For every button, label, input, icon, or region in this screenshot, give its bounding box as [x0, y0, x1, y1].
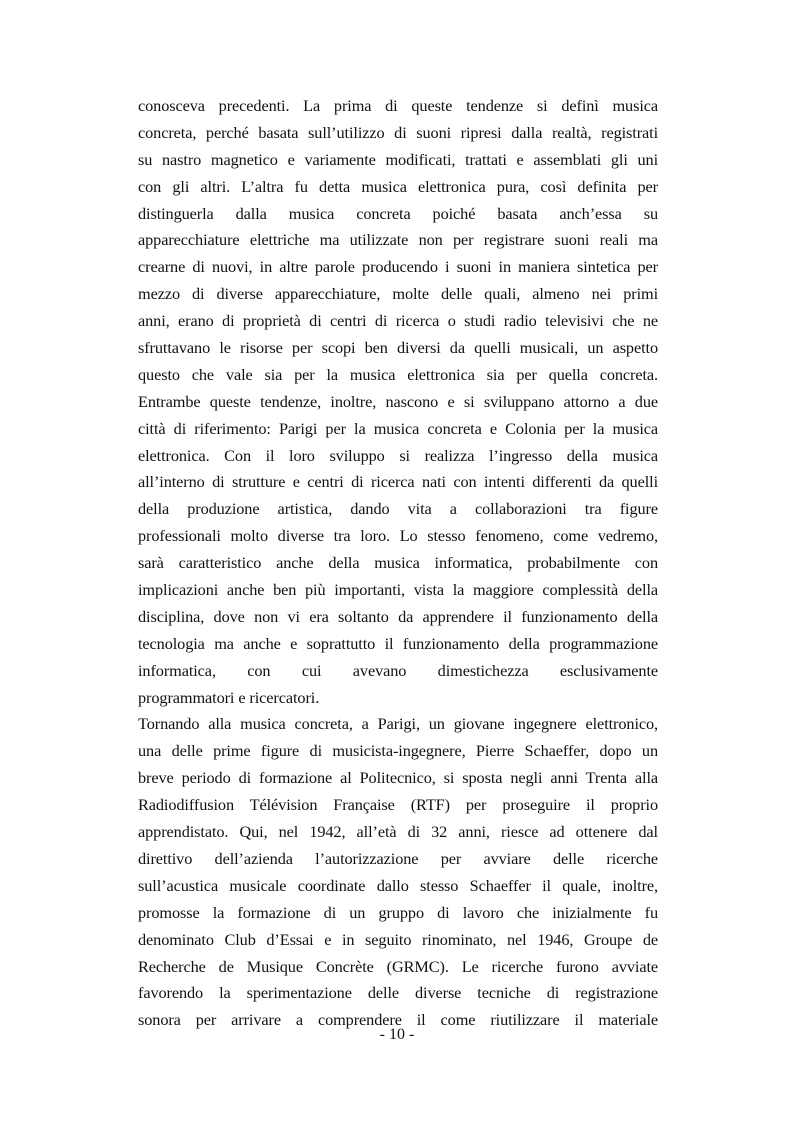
- text-line-27: Radiodiffusion Télévision Française (RTF) per proseguire il proprio: [138, 795, 658, 815]
- page-number: - 10 -: [379, 1026, 415, 1043]
- text-line-34: favorendo la sperimentazione delle diverse tecniche di registrazione: [138, 983, 658, 1003]
- text-line-1: conosceva precedenti. La prima di queste tendenze si definì musica: [138, 96, 658, 115]
- text-line-3: su nastro magnetico e variamente modificati, trattati e assemblati gli uni: [138, 149, 658, 169]
- text-line-7: crearne di nuovi, in altre parole producendo i suoni in maniera sintetica per: [138, 257, 658, 277]
- text-line-4: con gli altri. L’altra fu detta musica elettronica pura, così definita per: [138, 176, 658, 196]
- text-line-2: concreta, perché basata sull’utilizzo di suoni ripresi dalla realtà, registrati: [138, 122, 658, 142]
- text-line-5: distinguerla dalla musica concreta poiché basata anch’essa su: [138, 203, 658, 223]
- text-line-28: apprendistato. Qui, nel 1942, all’età di 32 anni, riesce ad ottenere dal: [138, 822, 658, 842]
- text-line-23: programmatori e ricercatori.: [138, 687, 320, 707]
- text-line-29: direttivo dell’azienda l’autorizzazione per avviare delle ricerche: [138, 848, 658, 868]
- text-line-9: anni, erano di proprietà di centri di ricerca o studi radio televisivi che ne: [138, 311, 658, 331]
- text-line-15: all’interno di strutture e centri di ricerca nati con intenti differenti da quelli: [138, 472, 658, 492]
- text-line-30: sull’acustica musicale coordinate dallo stesso Schaeffer il quale, inoltre,: [138, 875, 658, 895]
- text-line-35: sonora per arrivare a comprendere il come riutilizzare il materiale: [138, 1010, 658, 1030]
- text-line-19: implicazioni anche ben più importanti, vista la maggiore complessità della: [138, 580, 658, 600]
- text-line-21: tecnologia ma anche e soprattutto il funzionamento della programmazione: [138, 633, 658, 653]
- body-text: [138, 93, 658, 1034]
- text-line-13: città di riferimento: Parigi per la musica concreta e Colonia per la musica: [138, 418, 658, 438]
- text-line-16: della produzione artistica, dando vita a collaborazioni tra figure: [138, 499, 658, 519]
- text-line-18: sarà caratteristico anche della musica informatica, probabilmente con: [138, 553, 658, 573]
- text-line-11: questo che vale sia per la musica elettronica sia per quella concreta.: [138, 364, 658, 384]
- text-line-6: apparecchiature elettriche ma utilizzate non per registrare suoni reali ma: [138, 230, 658, 250]
- text-line-31: promosse la formazione di un gruppo di lavoro che inizialmente fu: [138, 902, 658, 922]
- text-line-14: elettronica. Con il loro sviluppo si realizza l’ingresso della musica: [138, 445, 658, 465]
- text-line-26: breve periodo di formazione al Politecnico, si sposta negli anni Trenta alla: [138, 768, 658, 788]
- text-line-20: disciplina, dove non vi era soltanto da apprendere il funzionamento della: [138, 606, 658, 626]
- text-line-10: sfruttavano le risorse per scopi ben diversi da quelli musicali, un aspetto: [138, 338, 658, 358]
- text-line-33: Recherche de Musique Concrète (GRMC). Le ricerche furono avviate: [138, 956, 658, 976]
- text-line-8: mezzo di diverse apparecchiature, molte delle quali, almeno nei primi: [138, 284, 658, 304]
- text-line-17: professionali molto diverse tra loro. Lo stesso fenomeno, come vedremo,: [138, 526, 658, 546]
- text-line-22: informatica, con cui avevano dimestichezza esclusivamente: [138, 660, 658, 680]
- text-line-25: una delle prime figure di musicista-ingegnere, Pierre Schaeffer, dopo un: [138, 741, 658, 761]
- text-line-32: denominato Club d’Essai e in seguito rinominato, nel 1946, Groupe de: [138, 929, 658, 949]
- text-line-12: Entrambe queste tendenze, inoltre, nascono e si sviluppano attorno a due: [138, 391, 658, 411]
- text-line-24: Tornando alla musica concreta, a Parigi, un giovane ingegnere elettronico,: [138, 714, 658, 734]
